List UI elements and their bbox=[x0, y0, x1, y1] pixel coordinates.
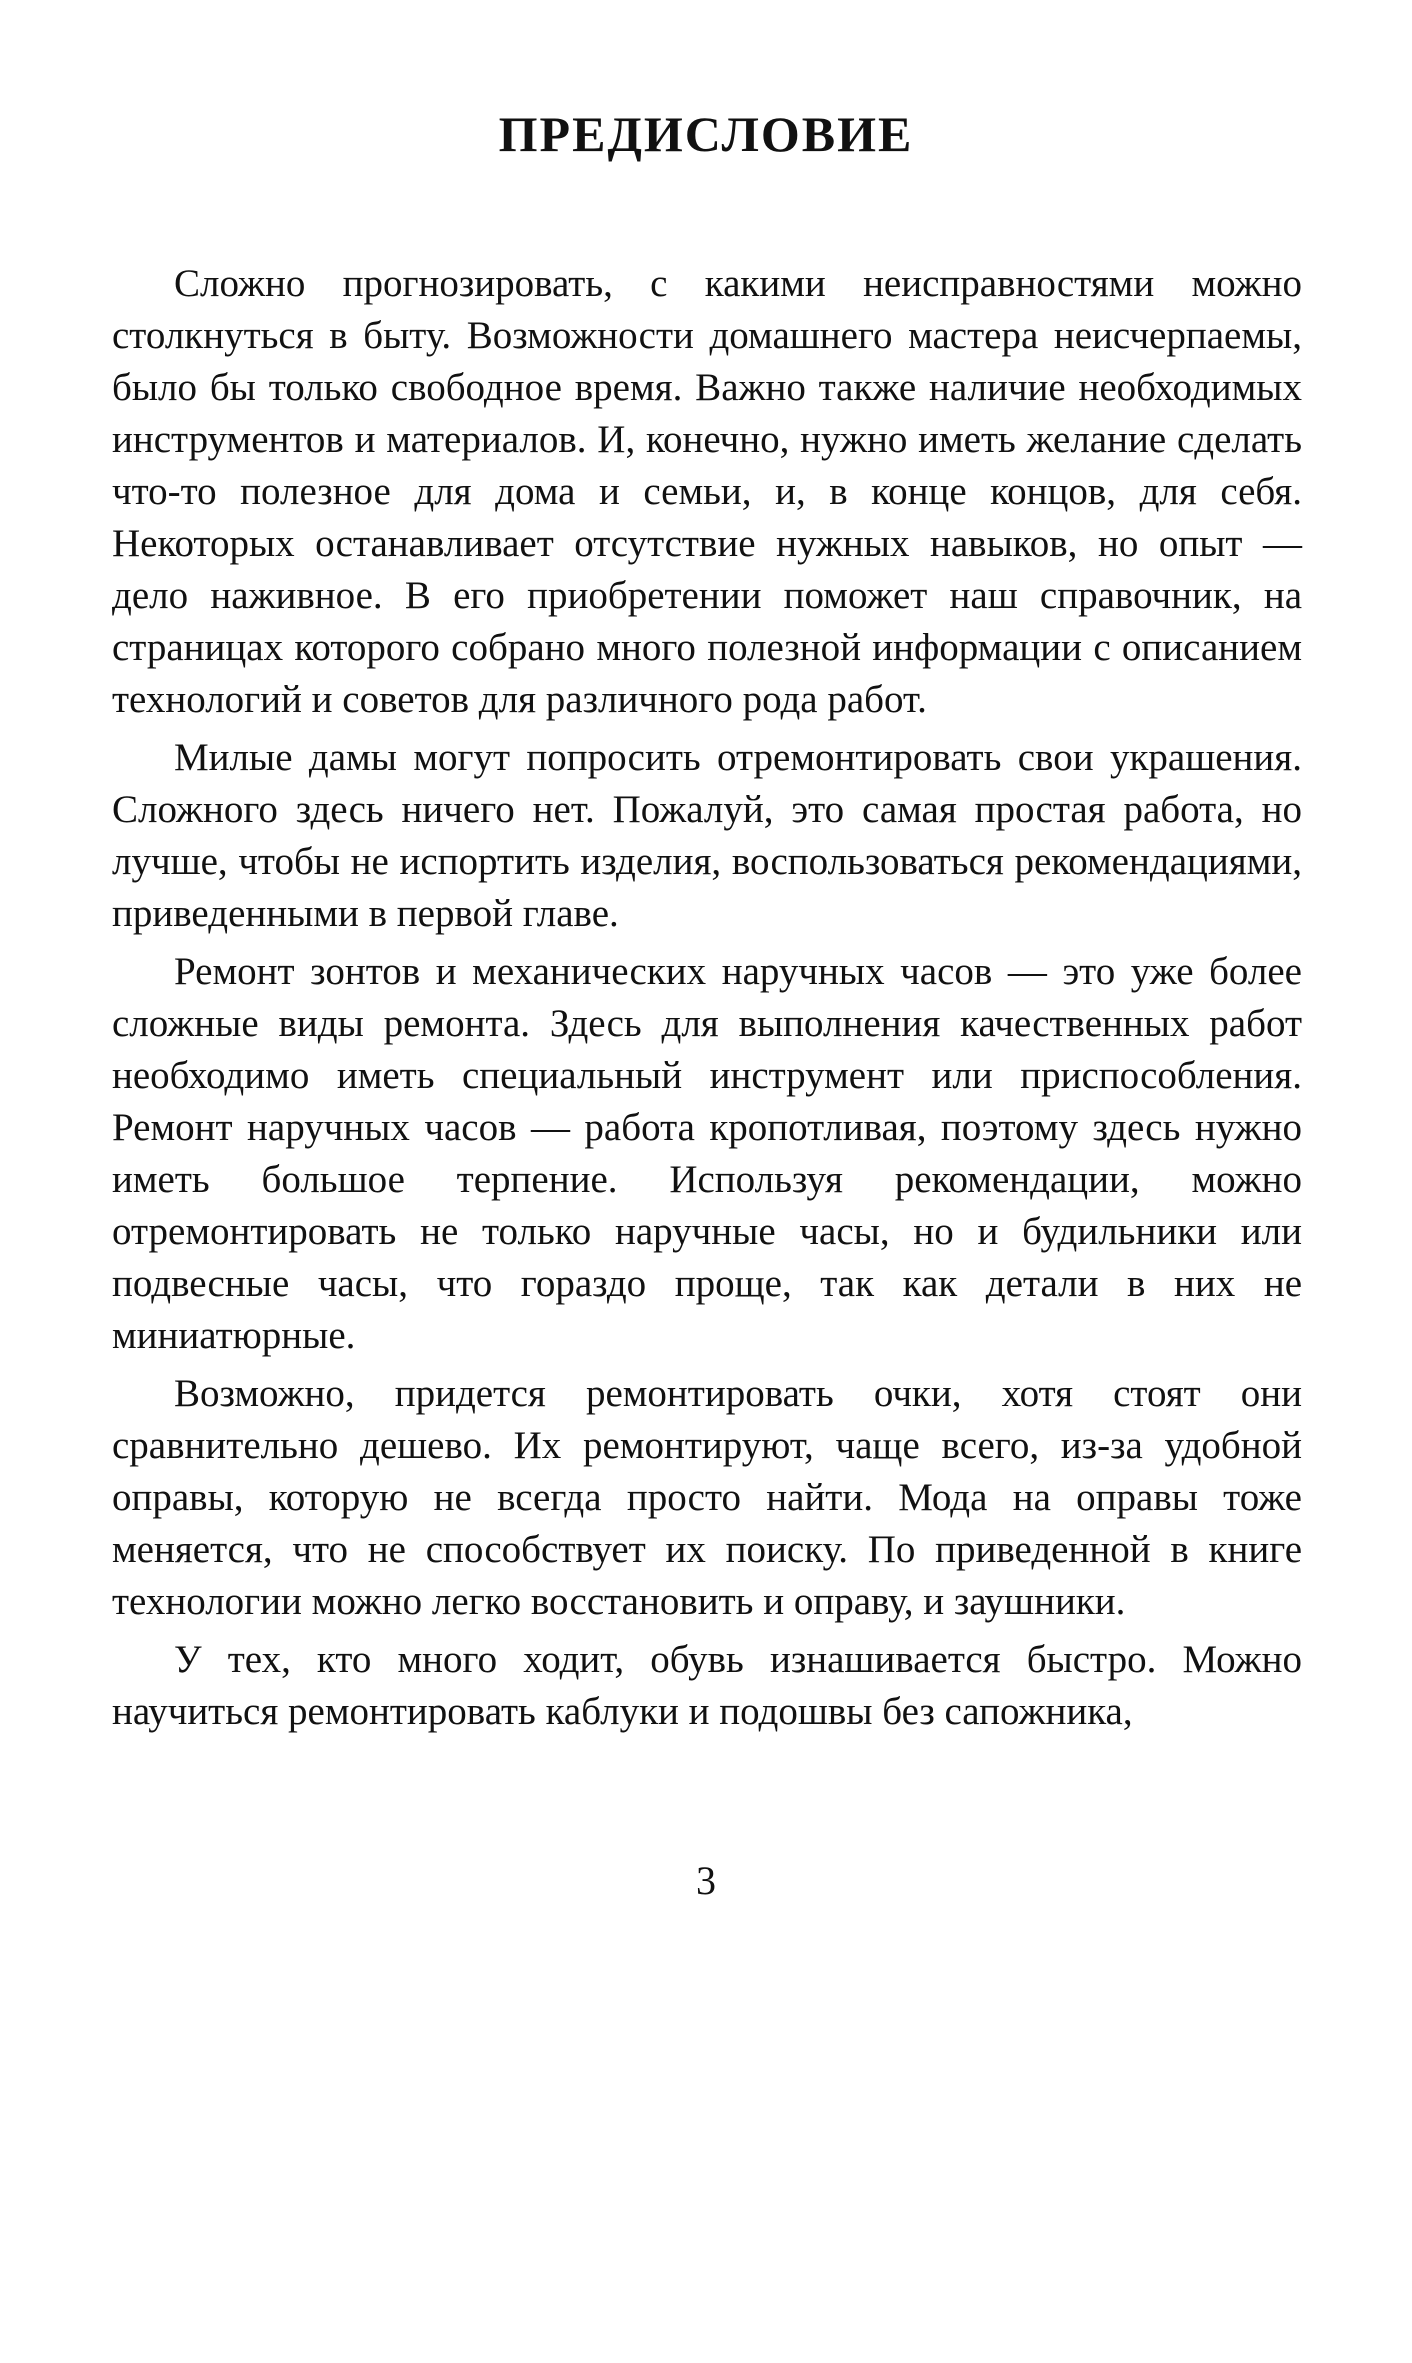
page-title: ПРЕДИСЛОВИЕ bbox=[498, 106, 914, 162]
body-text bbox=[112, 258, 1302, 1744]
paragraph: У тех, кто много ходит, обувь изнашивается быстро. Можно научиться ремонтировать каблуки и подошвы без сапожника, bbox=[112, 1638, 1302, 1733]
page-number: 3 bbox=[696, 1858, 716, 1903]
paragraph: Милые дамы могут попросить отремонтировать свои украшения. Сложного здесь ничего нет. Пожалуй, это самая простая работа, но лучше, чтобы не испортить изделия, воспользоваться рекомендациями, приведенными в первой главе. bbox=[112, 736, 1302, 935]
paragraph: Сложно прогнозировать, с какими неисправностями можно столкнуться в быту. Возможности домашнего мастера неисчерпаемы, было бы только свободное время. Важно также наличие необходимых инструментов и материалов. И, конечно, нужно иметь желание сделать что-то полезное для дома и семьи, и, в конце концов, для себя. Некоторых останавливает отсутствие нужных навыков, но опыт — дело наживное. В его приобретении поможет наш справочник, на страницах которого собрано много полезной информации с описанием технологий и советов для различного рода работ. bbox=[112, 262, 1302, 721]
paragraph: Ремонт зонтов и механических наручных часов — это уже более сложные виды ремонта. Здесь для выполнения качественных работ необходимо иметь специальный инструмент или приспособления. Ремонт наручных часов — работа кропотливая, поэтому здесь нужно иметь большое терпение. Используя рекомендации, можно отремонтировать не только наручные часы, но и будильники или подвесные часы, что гораздо проще, так как детали в них не миниатюрные. bbox=[112, 950, 1302, 1357]
paragraph: Возможно, придется ремонтировать очки, хотя стоят они сравнительно дешево. Их ремонтируют, чаще всего, из-за удобной оправы, которую не всегда просто найти. Мода на оправы тоже меняется, что не способствует их поиску. По приведенной в книге технологии можно легко восстановить и оправу, и заушники. bbox=[112, 1372, 1302, 1623]
